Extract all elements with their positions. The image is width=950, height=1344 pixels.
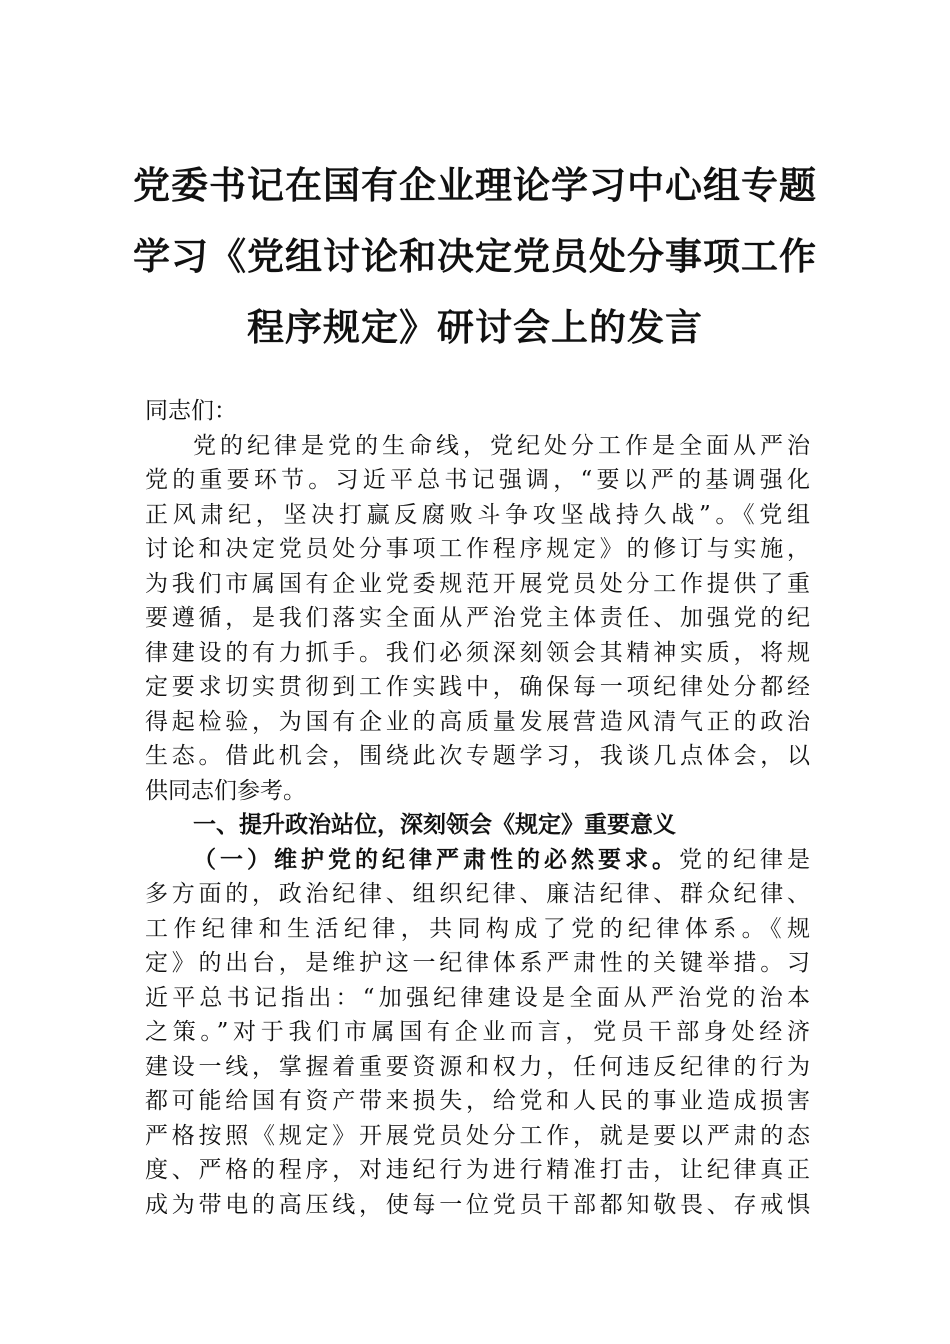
subsection-first-line (145, 843, 810, 878)
intro-paragraph-line: 定要求切实贯彻到工作实践中，确保每一项纪律处分都经 (145, 674, 810, 700)
intro-paragraph-line: 要遵循，是我们落实全面从严治党主体责任、加强党的纪 (145, 605, 810, 631)
salutation: 同志们： (145, 398, 237, 424)
subsection-paragraph-line: 工作纪律和生活纪律，共同构成了党的纪律体系。《规 (145, 915, 810, 942)
subsection-paragraph-line: 成为带电的高压线，使每一位党员干部都知敬畏、存戒惧 (145, 1191, 810, 1218)
subsection-paragraph-line: 定》的出台，是维护这一纪律体系严肃性的关键举措。习 (145, 950, 810, 976)
subsection-paragraph-line: 都可能给国有资产带来损失，给党和人民的事业造成损害 (145, 1088, 810, 1114)
intro-paragraph-line: 生态。借此机会，围绕此次专题学习，我谈几点体会，以 (145, 743, 810, 769)
subsection-paragraph-line: 多方面的，政治纪律、组织纪律、廉洁纪律、群众纪律、 (145, 881, 810, 907)
intro-paragraph-line: 为我们市属国有企业党委规范开展党员处分工作提供了重 (145, 570, 810, 597)
intro-paragraph-line: 党的重要环节。习近平总书记强调，“要以严的基调强化 (145, 467, 810, 493)
intro-paragraph-line: 党的纪律是党的生命线，党纪处分工作是全面从严治 (193, 432, 810, 459)
subsection-paragraph-line: 近平总书记指出：“加强纪律建设是全面从严治党的治本 (145, 984, 810, 1011)
intro-paragraph-line: 律建设的有力抓手。我们必须深刻领会其精神实质，将规 (145, 639, 810, 666)
document-title (120, 150, 830, 363)
intro-paragraph-line: 供同志们参考。 (145, 777, 306, 804)
intro-paragraph-line: 正风肃纪，坚决打赢反腐败斗争攻坚战持久战”。《党组 (145, 501, 810, 528)
subsection-paragraph-line: 之策。”对于我们市属国有企业而言，党员干部身处经济 (145, 1019, 810, 1045)
title-line: 程序规定》研讨会上的发言 (247, 305, 703, 349)
subsection-paragraph-line: 度、严格的程序，对违纪行为进行精准打击，让纪律真正 (145, 1157, 810, 1183)
intro-paragraph-line: 得起检验，为国有企业的高质量发展营造风清气正的政治 (145, 708, 810, 735)
subsection-heading: （一）维护党的纪律严肃性的必然要求。 (193, 845, 679, 873)
document-body (145, 394, 810, 1222)
title-line: 学习《党组讨论和决定党员处分事项工作 (133, 234, 817, 278)
subsection-paragraph-line: 严格按照《规定》开展党员处分工作，就是要以严肃的态 (145, 1122, 810, 1149)
section-heading: 一、提升政治站位，深刻领会《规定》重要意义 (193, 812, 676, 838)
intro-paragraph-line: 讨论和决定党员处分事项工作程序规定》的修订与实施， (145, 536, 810, 562)
subsection-paragraph-line: 建设一线，掌握着重要资源和权力，任何违反纪律的行为 (145, 1053, 810, 1080)
subsection-first-line-text: 党的纪律是 (679, 846, 810, 873)
title-line: 党委书记在国有企业理论学习中心组专题 (133, 163, 817, 207)
